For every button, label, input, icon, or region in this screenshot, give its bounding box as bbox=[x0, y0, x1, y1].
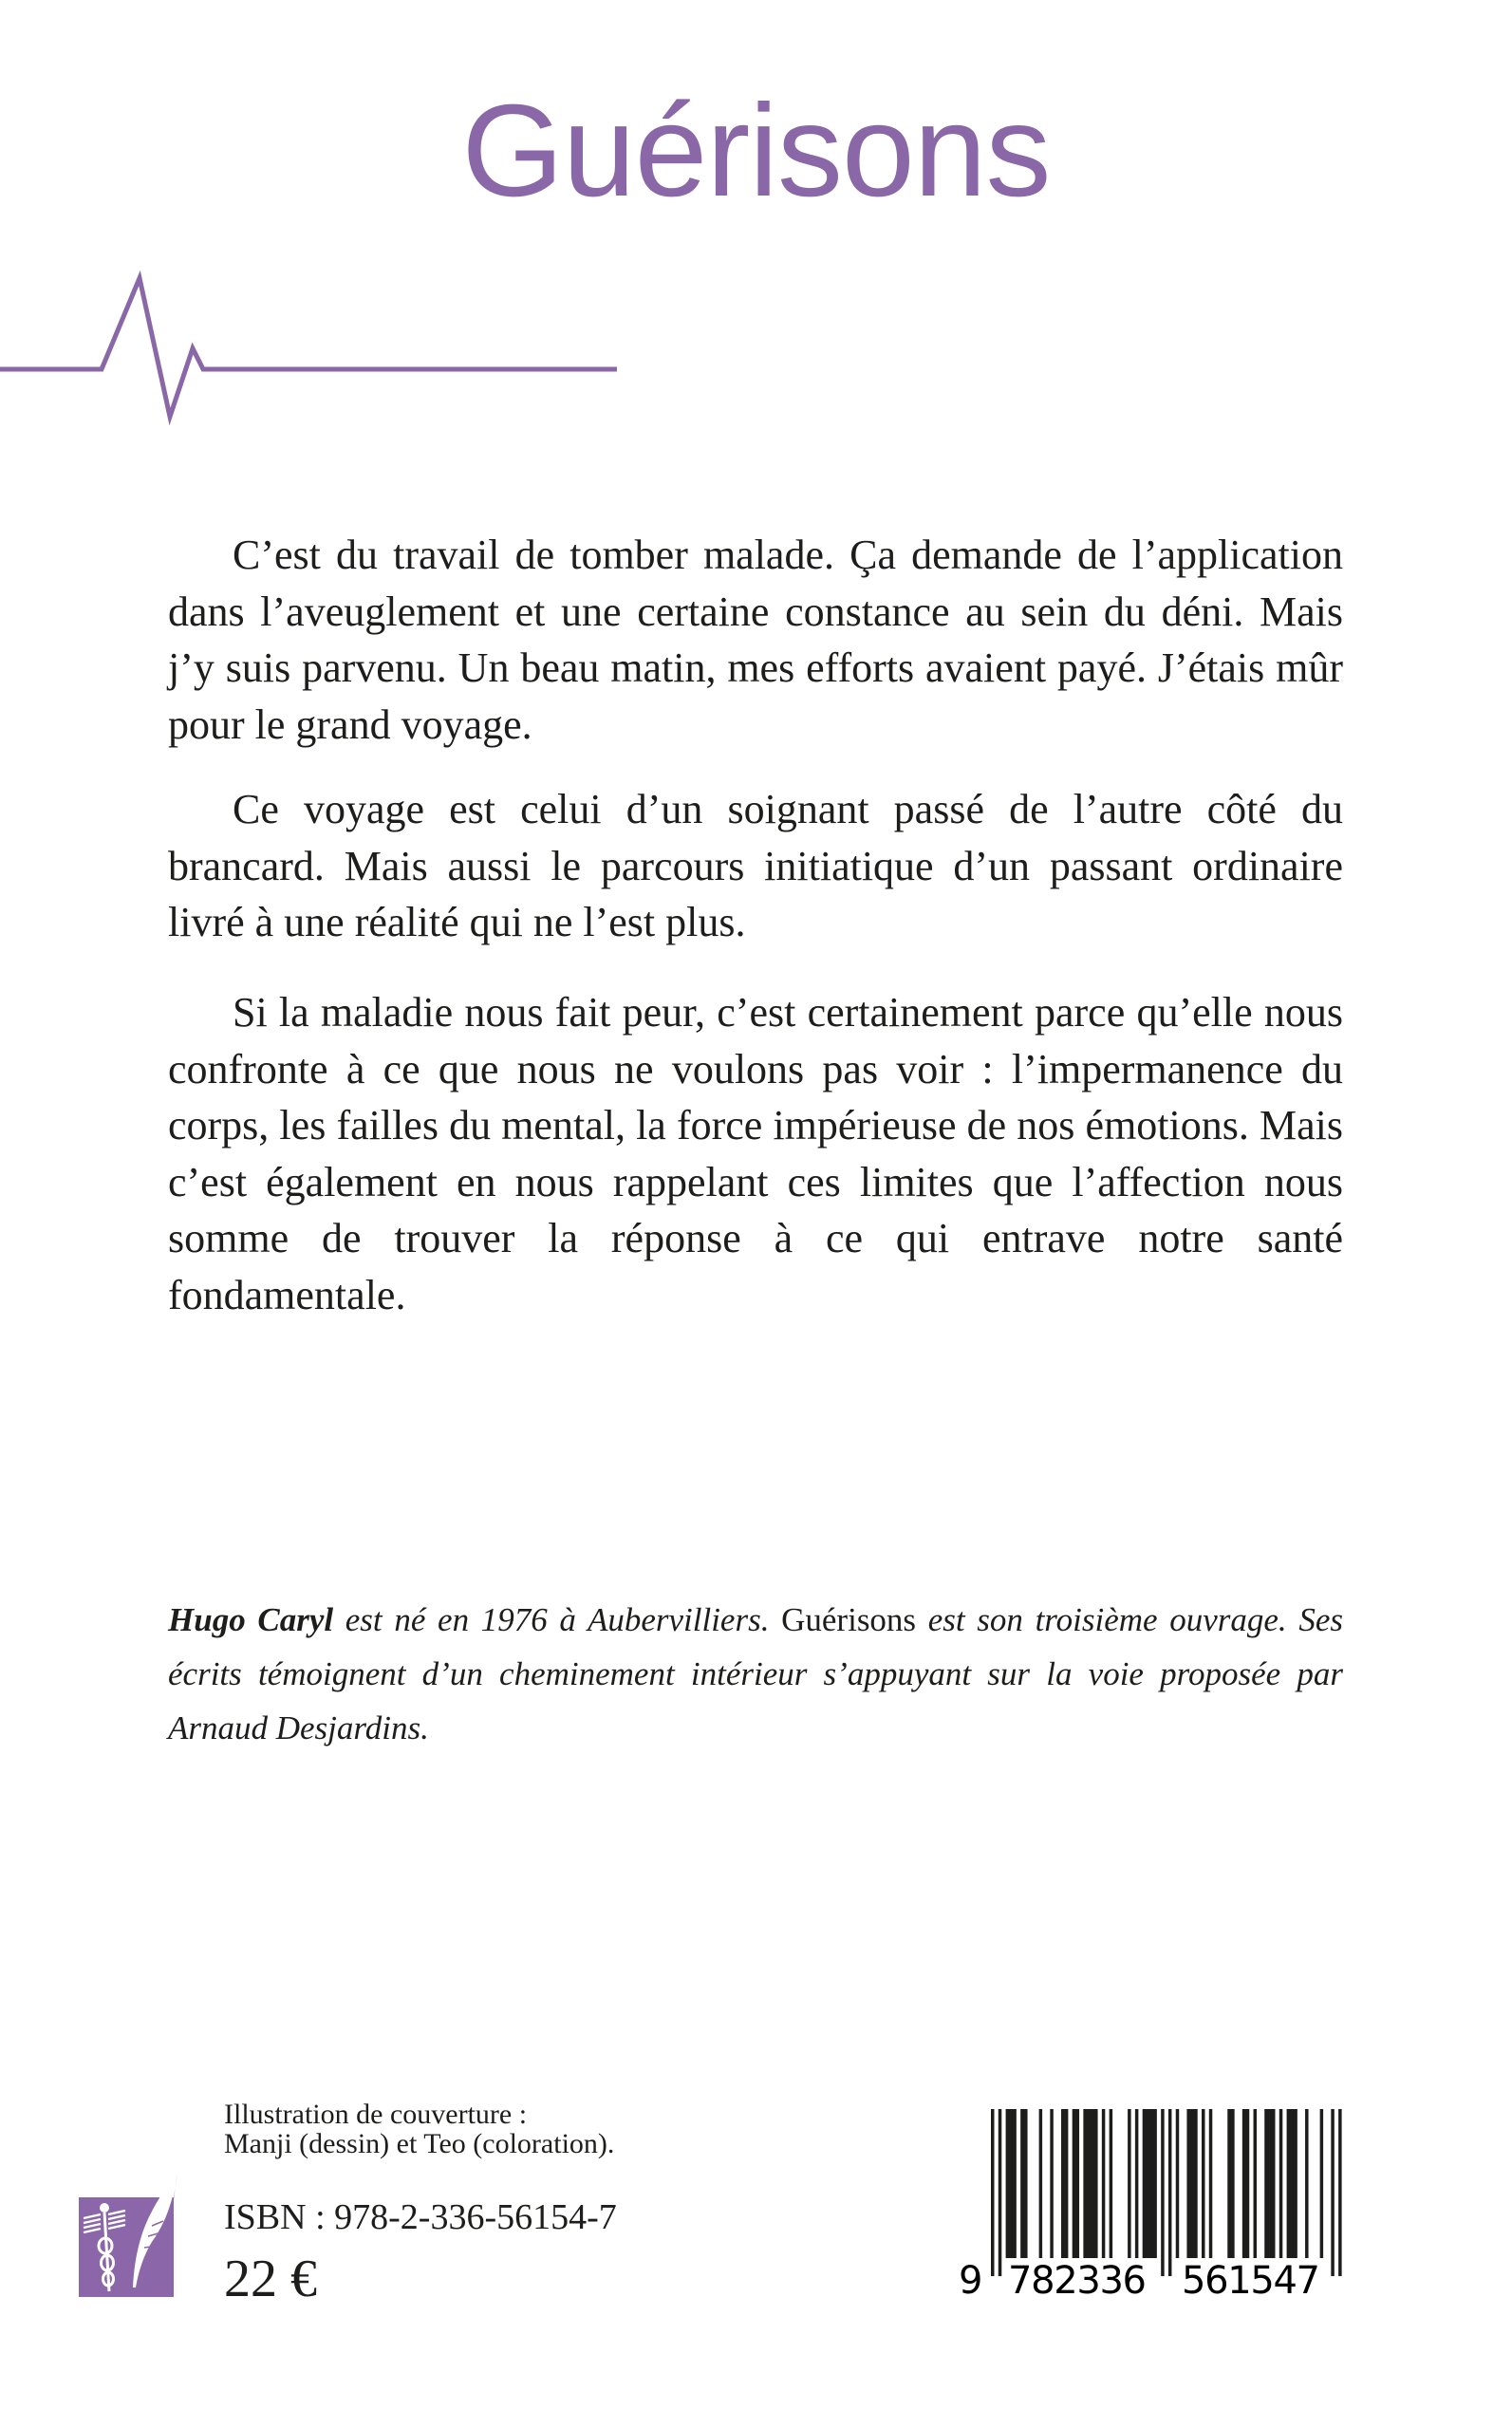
barcode-right-digits: 561547 bbox=[1182, 2259, 1320, 2303]
price: 22 € bbox=[224, 2250, 317, 2308]
isbn: ISBN : 978-2-336-56154-7 bbox=[224, 2197, 617, 2237]
author-bio bbox=[168, 1593, 1343, 1755]
credits-line-1: Illustration de couverture : bbox=[224, 2099, 528, 2130]
barcode-left-digits: 782336 bbox=[1008, 2259, 1147, 2303]
author-name: Hugo Caryl bbox=[168, 1601, 334, 1638]
caduceus-feather-logo-icon bbox=[76, 2164, 190, 2302]
cover-credits bbox=[224, 2100, 614, 2158]
ean13-barcode bbox=[949, 2109, 1348, 2305]
bio-text-1: est né en 1976 à Aubervilliers. bbox=[333, 1601, 782, 1638]
blurb-paragraph-1: C’est du travail de tomber malade. Ça demande de l’application dans l’aveuglement et une certaine constance au sein du déni. Mais j’y suis parvenu. Un beau matin, mes efforts avaient payé. J’étais mûr pour le grand voyage. bbox=[168, 532, 1343, 748]
barcode-first-digit: 9 bbox=[959, 2259, 983, 2303]
book-title: Guérisons bbox=[461, 78, 1051, 224]
blurb-paragraph-2: Ce voyage est celui d’un soignant passé de l’autre côté du brancard. Mais aussi le parcours initiatique d’un passant ordinaire livré à une réalité qui ne l’est plus. bbox=[168, 786, 1343, 945]
heartbeat-line-icon bbox=[0, 266, 626, 427]
credits-line-2: Manji (dessin) et Teo (coloration). bbox=[224, 2128, 615, 2159]
blurb-paragraph-3: Si la maladie nous fait peur, c’est certainement parce qu’elle nous confronte à ce que nous ne voulons pas voir : l’impermanence du corps, les failles du mental, la force impérieuse de nos émotions. Mais c’est également en nous rappelant ces limites que l’affection nous somme de trouver la réponse à ce qui entrave notre santé fondamentale. bbox=[168, 989, 1343, 1318]
bio-text-2: est son troisième ouvrage. Ses écrits témoignent d’un cheminement intérieur s’appuyant sur la voie proposée par Arnaud Desjardins. bbox=[168, 1601, 1343, 1746]
barcode-bars bbox=[991, 2109, 1342, 2276]
bio-book-title: Guérisons bbox=[781, 1601, 917, 1638]
